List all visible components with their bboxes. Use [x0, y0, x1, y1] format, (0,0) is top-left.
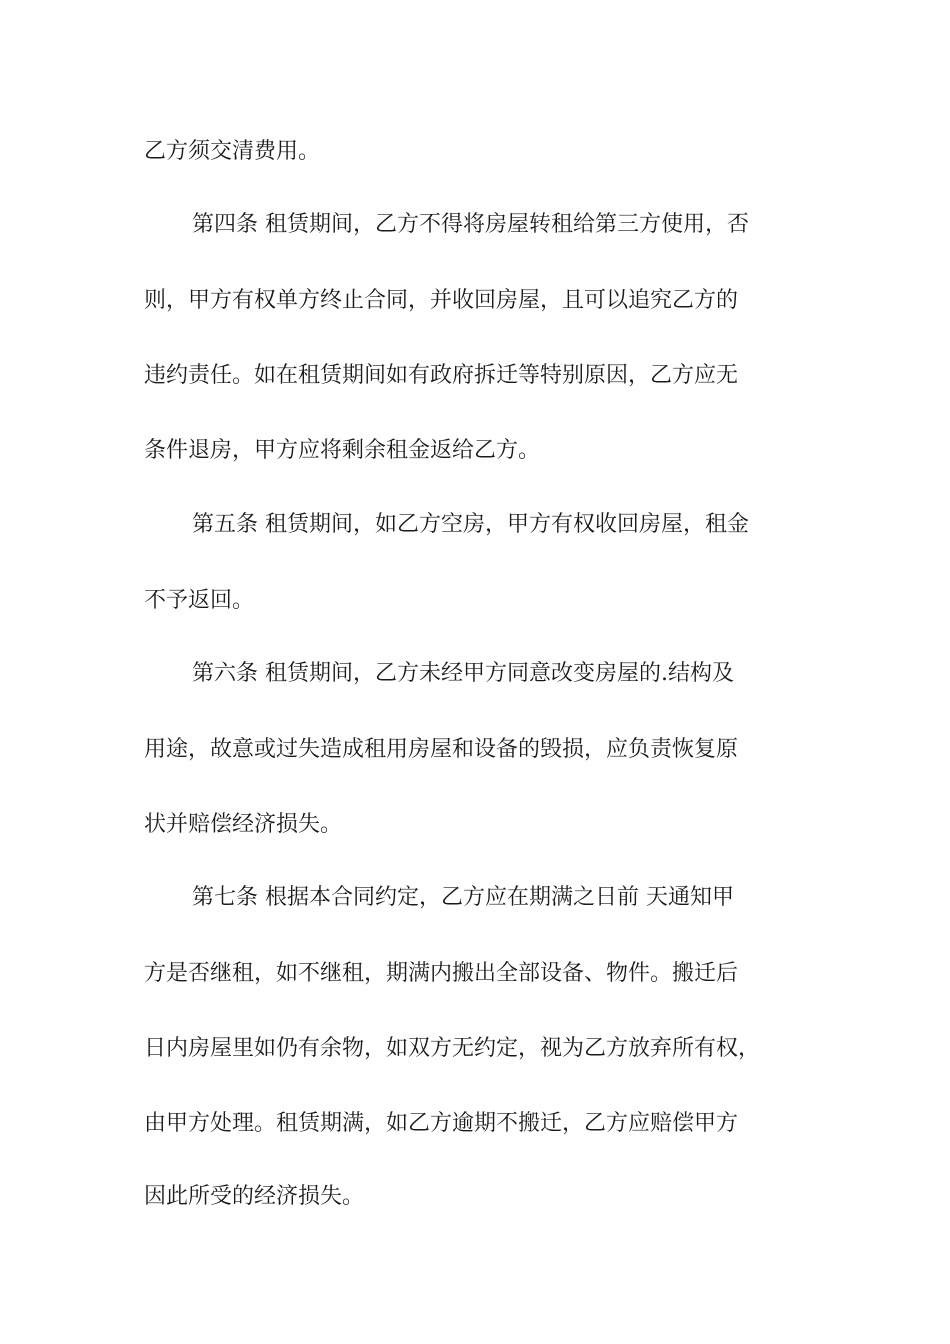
- line-text: 方是否继租，如不继租，期满内搬出全部设备、物件。搬迁后: [144, 961, 739, 986]
- clause-7-heading-line: 第七条 根据本合同约定，乙方应在期满之日前 天通知甲: [192, 885, 734, 910]
- line-text: 用途，故意或过失造成租用房屋和设备的毁损，应负责恢复原: [144, 737, 739, 762]
- clause-6-heading-line: 第六条 租赁期间，乙方未经甲方同意改变房屋的.结构及: [192, 661, 734, 686]
- line-text: 乙方须交清费用。: [144, 139, 321, 164]
- line-text: 则，甲方有权单方终止合同，并收回房屋，且可以追究乙方的: [144, 288, 739, 313]
- line-text: 不予返回。: [144, 588, 255, 613]
- line-text: 由甲方处理。租赁期满，如乙方逾期不搬迁，乙方应赔偿甲方: [144, 1111, 739, 1136]
- line-text: 日内房屋里如仍有余物，如双方无约定，视为乙方放弃所有权，: [144, 1036, 761, 1061]
- clause-5-heading-line: 第五条 租赁期间，如乙方空房，甲方有权收回房屋，租金: [192, 512, 749, 537]
- line-text: 状并赔偿经济损失。: [144, 812, 343, 837]
- line-text: 条件退房，甲方应将剩余租金返给乙方。: [144, 438, 541, 463]
- clause-4-heading-line: 第四条 租赁期间，乙方不得将房屋转租给第三方使用，否: [192, 212, 749, 237]
- line-text: 违约责任。如在租赁期间如有政府拆迁等特别原因，乙方应无: [144, 363, 739, 388]
- line-text: 因此所受的经济损失。: [144, 1184, 365, 1209]
